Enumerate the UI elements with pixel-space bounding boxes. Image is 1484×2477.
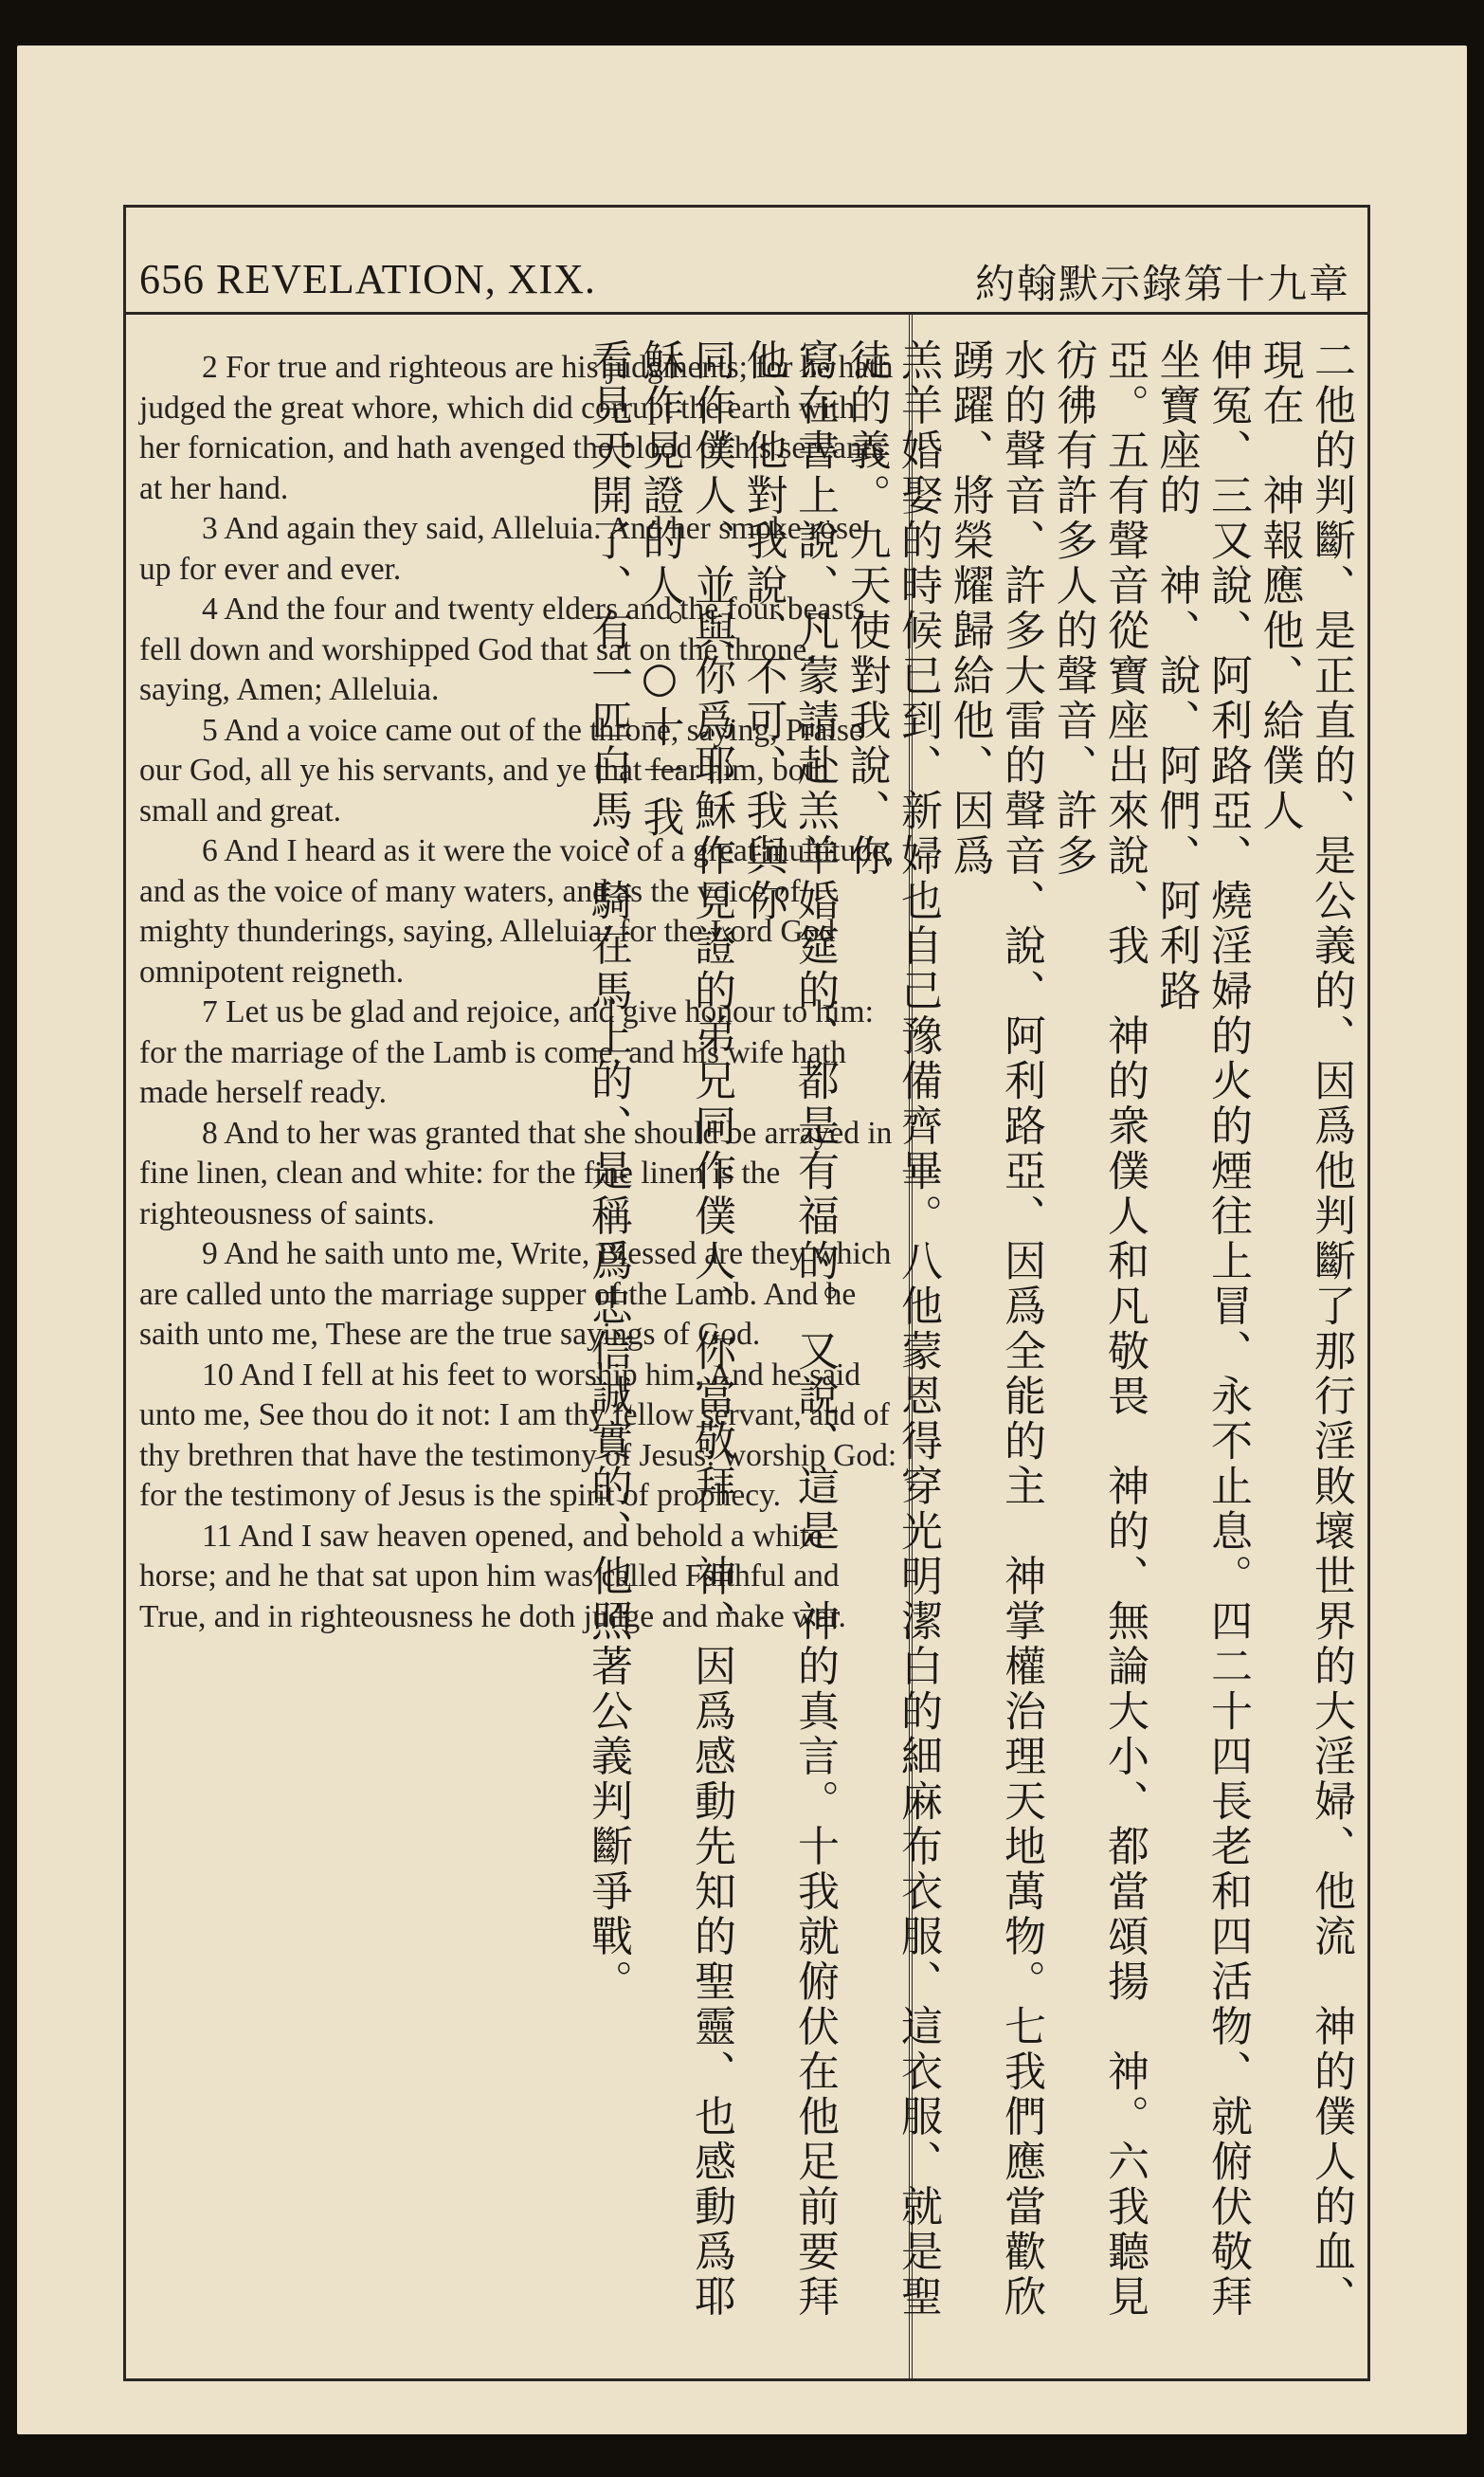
verse-5-en: 5 And a voice came out of the throne, saying, Praise our God, all ye his servants, and ye that fear him, both small and great. — [139, 712, 863, 829]
chinese-line-2: 伸冤、三又說、阿利路亞、燒淫婦的火的煙往上冒、永不止息。四二十四長老和四活物、就俯伏敬拜坐寶座的 神、說、阿們、阿利路 — [1151, 338, 1252, 2320]
chinese-line-4: 水的聲音、許多大雷的聲音、說、阿利路亞、因爲全能的主 神掌權治理天地萬物。七我們應當歡欣踴躍、將榮耀歸給他、因爲 — [945, 338, 1045, 2320]
book-page — [17, 46, 1467, 2434]
chinese-running-head: 約翰默示錄第十九章 — [974, 261, 1350, 307]
verse-9-en: 9 And he saith unto me, Write, Blessed are they which are called unto the marriage supper of the Lamb. And he saith unto me, These are the true sayings of God. — [139, 1236, 892, 1352]
page-frame — [123, 205, 1370, 2381]
chinese-line-7: 同作僕人、並與你爲耶穌作見證的弟兄同作僕人、你當敬拜 神、因爲感動先知的聖靈、也感動爲耶穌作見證的人。○十一我 — [635, 338, 735, 2320]
verse-8-en: 8 And to her was granted that she should be arrayed in fine linen, clean and white: for the fine linen is the righteousness of saints. — [139, 1115, 893, 1231]
verse-11-en: 11 And I saw heaven opened, and behold a white horse; and he that sat upon him was called Faithful and True, and in righteousness he doth judge and make war. — [139, 1518, 846, 1634]
verse-4-en: 4 And the four and twenty elders and the four beasts fell down and worshipped God that sat on the throne, saying, Amen; Alleluia. — [139, 592, 865, 707]
chinese-line-6: 寫在書上說、凡蒙請赴羔羊婚筵的、都是有福的。又說、這是 神的真言。十我就俯伏在他足前要拜他、他對我說、不可、我與你 — [738, 338, 839, 2320]
chinese-line-8: 看見天開了、有一匹白馬、騎在馬上的、是稱爲忠信誠實的、他照著公義判斷爭戰。 — [584, 338, 632, 2005]
running-header — [126, 208, 1367, 315]
verse-6-en: 6 And I heard as it were the voice of a great multitude, and as the voice of many waters, and as the voice of mighty thunderings, saying, Alleluia: for the Lord God omnipotent reigneth. — [139, 833, 895, 990]
verse-7-en: 7 Let us be glad and rejoice, and give honour to him: for the marriage of the Lamb is come, and his wife hath made herself ready. — [139, 994, 874, 1110]
verse-2-en: 2 For true and righteous are his judgments; for he hath judged the great whore, which did corrupt the earth with her fornication, and hath avenged the blood of his servants at her hand. — [139, 350, 894, 506]
chinese-line-5: 羔羊婚娶的時候已到、新婦也自己豫備齊畢。八他蒙恩得穿光明潔白的細麻布衣服、這衣服、就是聖徒的義。九天使對我說、你 — [842, 338, 942, 2320]
verse-3-en: 3 And again they said, Alleluia. And her smoke rose up for ever and ever. — [139, 511, 862, 587]
english-running-head: 656 REVELATION, XIX. — [139, 256, 596, 302]
chinese-line-3: 亞。五有聲音從寶座出來說、我 神的衆僕人和凡敬畏 神的、無論大小、都當頌揚 神。六我聽見彷彿有許多人的聲音、許多 — [1048, 338, 1149, 2320]
chinese-line-1: 二他的判斷、是正直的、是公義的、因爲他判斷了那行淫敗壞世界的大淫婦、他流 神的僕人的血、現在 神報應他、給僕人 — [1255, 338, 1355, 2320]
verse-10-en: 10 And I fell at his feet to worship him. And he said unto me, See thou do it not: I am thy fellow servant, and of thy brethren that have the testimony of Jesus: worship God: for the testimony of Jesus is the spirit of prophecy. — [139, 1357, 897, 1513]
chinese-text-column — [584, 338, 1356, 2348]
